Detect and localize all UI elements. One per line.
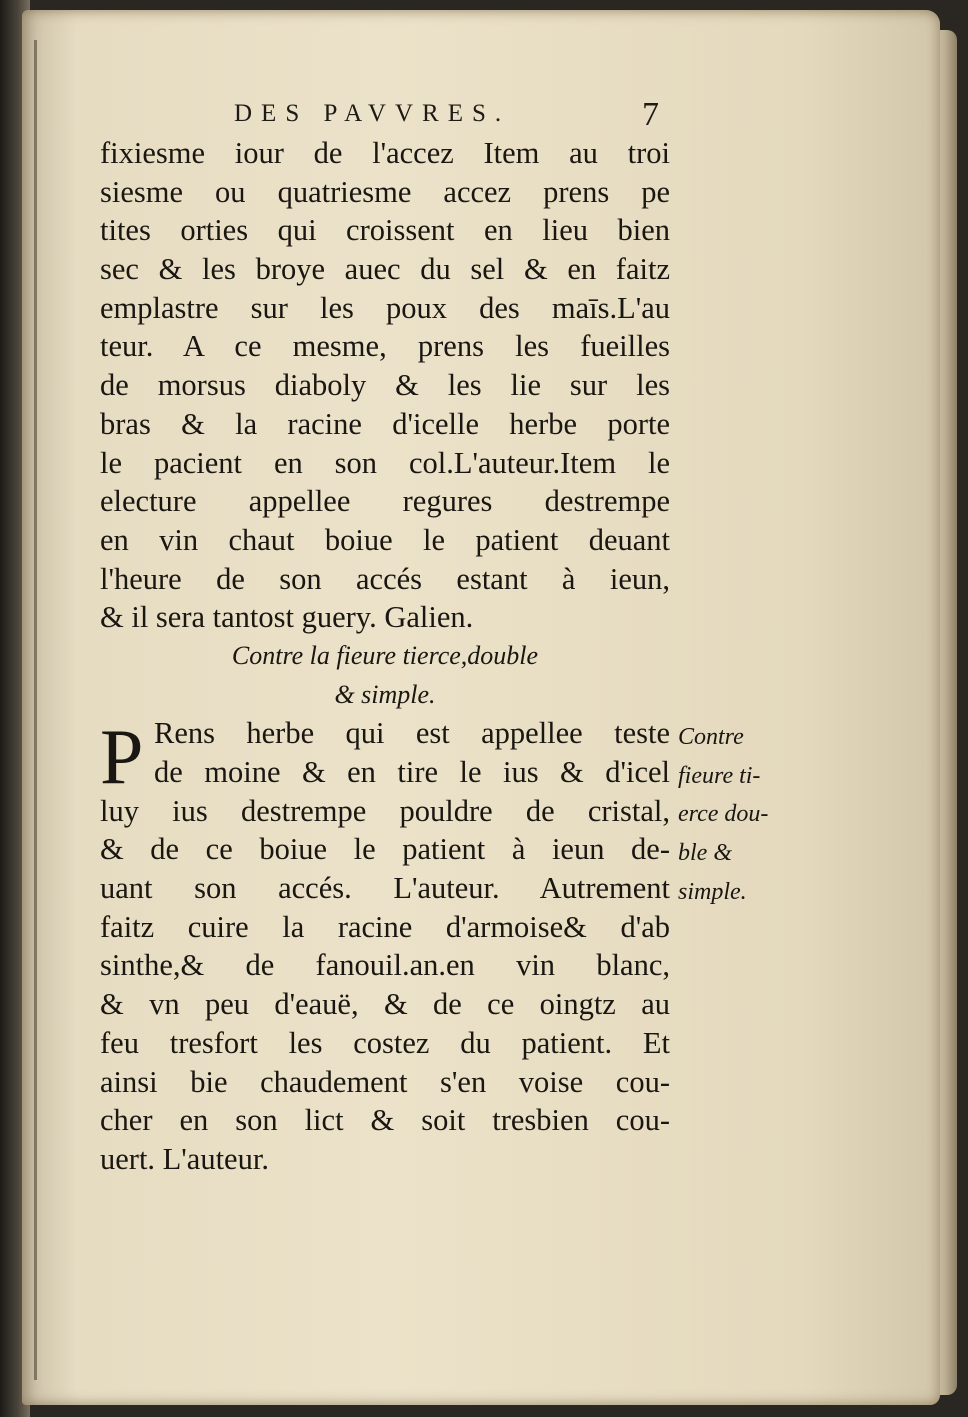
text-line: sec & les broye auec du sel & en faitz (100, 252, 670, 287)
gutter-crease (34, 40, 37, 1380)
drop-cap: P (100, 713, 144, 801)
text-line: teur. A ce mesme, prens les fueilles (100, 329, 670, 364)
text-line: en vin chaut boiue le patient deuant (100, 522, 670, 557)
text-line: Rens herbe qui est appellee teste (154, 716, 670, 751)
text-line: luy ius destrempe pouldre de cristal, (100, 793, 670, 828)
margin-note (678, 718, 818, 911)
text-line: faitz cuire la racine d'armoise& d'ab (100, 909, 670, 944)
paragraph-2 (100, 714, 670, 1178)
running-head: DES PAVVRES. (234, 100, 511, 127)
text-line: le pacient en son col.L'auteur.Item le (100, 445, 670, 480)
text-line: & vn peu d'eauë, & de ce oingtz au (100, 987, 670, 1022)
text-line: siesme ou quatriesme accez prens pe (100, 174, 670, 209)
text-line: feu tresfort les costez du patient. Et (100, 1025, 670, 1060)
text-line: de morsus diaboly & les lie sur les (100, 368, 670, 403)
text-line: fixiesme iour de l'accez Item au troi (100, 136, 670, 170)
text-line: uert. L'auteur. (100, 1141, 269, 1176)
margin-note-line: simple. (678, 878, 747, 905)
text-line: tites orties qui croissent en lieu bien (100, 213, 670, 248)
margin-note-line: fieure ti- (678, 762, 761, 789)
section-heading (100, 637, 670, 714)
text-line: & il sera tantost guery. Galien. (100, 600, 474, 635)
text-line: de moine & en tire le ius & d'icel (154, 755, 670, 789)
margin-note-line: erce dou- (678, 801, 769, 828)
margin-note-line: ble & (678, 840, 732, 867)
margin-note-line: Contre (678, 724, 744, 750)
text-line: emplastre sur les poux des maīs.L'au (100, 290, 670, 325)
text-line: & de ce boiue le patient à ieun de- (100, 832, 670, 867)
heading-line: Contre la fieure tierce,double (231, 640, 539, 670)
paragraph-1 (100, 134, 670, 637)
main-text (100, 134, 670, 1179)
text-line: electure appellee regures destrempe (100, 484, 670, 519)
text-line: sinthe,& de fanouil.an.en vin blanc, (100, 948, 670, 983)
text-line: uant son accés. L'auteur. Autrement (100, 871, 670, 906)
text-line: l'heure de son accés estant à ieun, (100, 561, 670, 596)
heading-line: & simple. (334, 679, 436, 709)
page-number: 7 (642, 96, 659, 133)
text-line: cher en son lict & soit tresbien cou- (100, 1103, 670, 1138)
text-line: bras & la racine d'icelle herbe porte (100, 406, 670, 441)
text-line: ainsi bie chaudement s'en voise cou- (100, 1064, 670, 1099)
